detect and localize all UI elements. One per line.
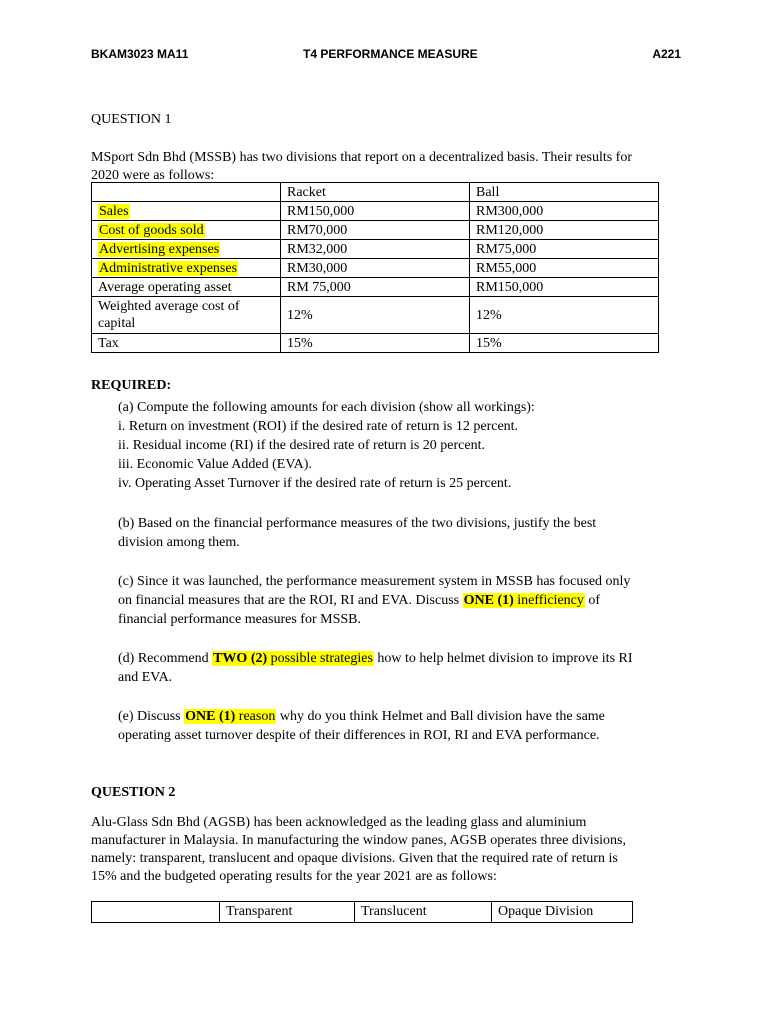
row-label: Tax (92, 334, 281, 353)
part-a-ii: ii. Residual income (RI) if the desired rate of return is 20 percent. (118, 438, 485, 453)
racket-value: 12% (281, 297, 470, 334)
part-d-line-1 (118, 649, 678, 668)
part-d-line-2: and EVA. (118, 670, 173, 685)
ball-value: RM300,000 (470, 202, 659, 221)
table-header-row (92, 902, 633, 923)
part-d-highlight: possible strategies (267, 651, 373, 666)
table-row (92, 334, 659, 353)
part-c (118, 572, 678, 629)
ball-value: 15% (470, 334, 659, 353)
part-a-i: i. Return on investment (ROI) if the desired rate of return is 12 percent. (118, 419, 519, 434)
ball-value: RM120,000 (470, 221, 659, 240)
q2-line-3: namely: transparent, translucent and opaque divisions. Given that the required rate of return is (91, 851, 618, 866)
part-e-emphasis: ONE (1) (185, 709, 236, 724)
intro-line-1: MSport Sdn Bhd (MSSB) has two divisions that report on a decentralized basis. Their results for (91, 150, 633, 165)
table-header-cell: Ball (470, 183, 659, 202)
q2-line-4: 15% and the budgeted operating results for the year 2021 are as follows: (91, 869, 497, 884)
part-e-line-2: operating asset turnover despite of their differences in ROI, RI and EVA performance. (118, 728, 600, 743)
racket-value: RM32,000 (281, 240, 470, 259)
part-d-text-end: how to help helmet division to improve its RI (373, 651, 633, 666)
racket-value: RM70,000 (281, 221, 470, 240)
racket-value: RM150,000 (281, 202, 470, 221)
page-header (91, 47, 681, 67)
table-row (92, 259, 659, 278)
part-e-text-end: why do you think Helmet and Ball division have the same (276, 709, 605, 724)
row-label (92, 297, 281, 334)
part-c-line-3: financial performance measures for MSSB. (118, 612, 361, 627)
row-label: Administrative expenses (99, 260, 238, 276)
topic-title: T4 PERFORMANCE MEASURE (303, 47, 478, 61)
row-label-line-2: capital (98, 316, 136, 331)
ball-value: RM75,000 (470, 240, 659, 259)
part-c-emphasis: ONE (1) (463, 593, 514, 608)
question-1-title: QUESTION 1 (91, 112, 172, 127)
required-heading: REQUIRED: (91, 378, 172, 393)
part-d-emphasis: TWO (2) (213, 651, 268, 666)
part-b (118, 514, 678, 552)
division-budget-table (91, 901, 633, 923)
row-label-line-1: Weighted average cost of (98, 299, 240, 314)
part-c-text-end: of (584, 593, 601, 608)
part-a (118, 398, 678, 493)
question-2-title: QUESTION 2 (91, 785, 176, 800)
part-b-line-2: division among them. (118, 535, 240, 550)
row-label: Average operating asset (92, 278, 281, 297)
table-header-cell (92, 183, 281, 202)
row-label: Advertising expenses (99, 241, 220, 257)
table-header-cell: Racket (281, 183, 470, 202)
part-c-line-1: (c) Since it was launched, the performance measurement system in MSSB has focused only (118, 574, 631, 589)
intro-line-2: 2020 were as follows: (91, 168, 215, 183)
q2-line-2: manufacturer in Malaysia. In manufacturing the window panes, AGSB operates three divisions, (91, 833, 626, 848)
q2-line-1: Alu-Glass Sdn Bhd (AGSB) has been acknowledged as the leading glass and aluminium (91, 815, 587, 830)
table-header-cell (92, 902, 220, 923)
table-header-cell: Translucent (355, 902, 492, 923)
table-header-cell: Transparent (220, 902, 355, 923)
ball-value: RM150,000 (470, 278, 659, 297)
part-e-text: (e) Discuss (118, 709, 185, 724)
racket-value: RM 75,000 (281, 278, 470, 297)
table-header-row (92, 183, 659, 202)
row-label: Sales (99, 203, 129, 219)
table-row (92, 297, 659, 334)
part-c-text: on financial measures that are the ROI, RI and EVA. Discuss (118, 593, 463, 608)
racket-value: RM30,000 (281, 259, 470, 278)
table-row (92, 240, 659, 259)
ball-value: 12% (470, 297, 659, 334)
part-c-line-2 (118, 591, 678, 610)
part-c-highlight: inefficiency (513, 593, 584, 608)
question-2-intro (91, 814, 679, 886)
table-row (92, 221, 659, 240)
semester-code: A221 (652, 47, 681, 61)
table-row (92, 278, 659, 297)
part-b-line-1: (b) Based on the financial performance measures of the two divisions, justify the best (118, 516, 597, 531)
table-header-cell: Opaque Division (492, 902, 633, 923)
division-results-table (91, 182, 659, 353)
part-a-iii: iii. Economic Value Added (EVA). (118, 457, 312, 472)
part-d (118, 649, 678, 687)
question-1-intro (91, 149, 679, 185)
racket-value: 15% (281, 334, 470, 353)
part-e-line-1 (118, 707, 678, 726)
part-a-iv: iv. Operating Asset Turnover if the desired rate of return is 25 percent. (118, 476, 512, 491)
table-row (92, 202, 659, 221)
row-label: Cost of goods sold (99, 222, 204, 238)
course-code: BKAM3023 MA11 (91, 47, 189, 61)
part-a-intro: (a) Compute the following amounts for each division (show all workings): (118, 400, 535, 415)
part-d-text: (d) Recommend (118, 651, 213, 666)
ball-value: RM55,000 (470, 259, 659, 278)
part-e-highlight: reason (235, 709, 276, 724)
part-e (118, 707, 678, 745)
